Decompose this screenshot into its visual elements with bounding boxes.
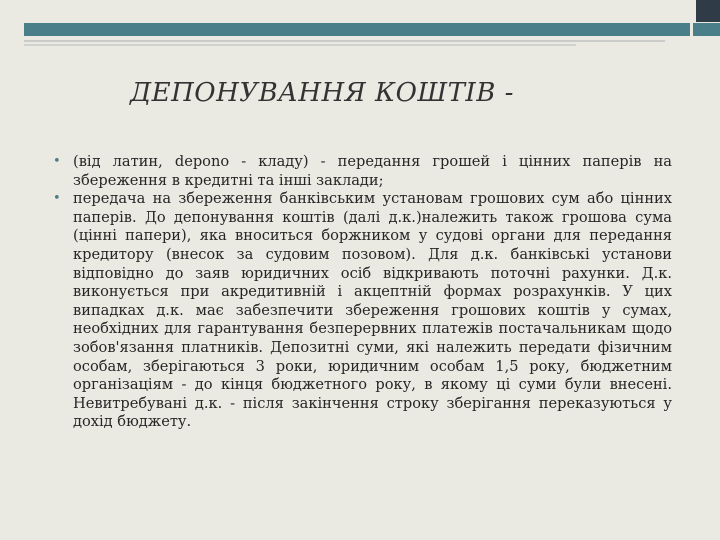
- header-divider-line-secondary: [24, 44, 576, 46]
- header-teal-bar-right: [693, 23, 720, 36]
- bullet-icon: •: [53, 191, 61, 207]
- slide-title: ДЕПОНУВАННЯ КОШТІВ -: [130, 78, 514, 108]
- bullet-text: передача на збереження банківським установам грошових сум або цінних паперів. До депонування коштів (далі д.к.)належить також грошова сума (цінні папери), яка вноситься боржником у судові органи для передання кредитору (внесок за судовим позовом). Для д.к. банківські установи відповідно до заяв юридичних осіб відкривають поточні рахунки. Д.к. виконується при акредитивній і акцептній формах розрахунків. У цих випадках д.к. має забезпечити збереження грошових коштів у сумах, необхідних для гарантування безперервних платежів постачальникам щодо зобов'язання платників. Депозитні суми, які належить передати фізичним особам, зберігаються 3 роки, юридичним особам 1,5 року, бюджетним організаціям - до кінця бюджетного року, в якому ці суми були внесені. Невитребувані д.к. - після закінчення строку зберігання переказуються у дохід бюджету.: [73, 190, 672, 431]
- bullet-item: [48, 190, 672, 432]
- bullet-list: [48, 153, 672, 432]
- header-teal-bar: [24, 23, 690, 36]
- bullet-icon: •: [53, 154, 61, 169]
- bullet-text: (від латин, depono - кладу) - передання грошей і цінних паперів на збереження в кредитні та інші заклади;: [73, 153, 672, 189]
- header-divider-line: [24, 40, 665, 42]
- header-dark-bar: [696, 0, 720, 22]
- bullet-item: [48, 153, 672, 190]
